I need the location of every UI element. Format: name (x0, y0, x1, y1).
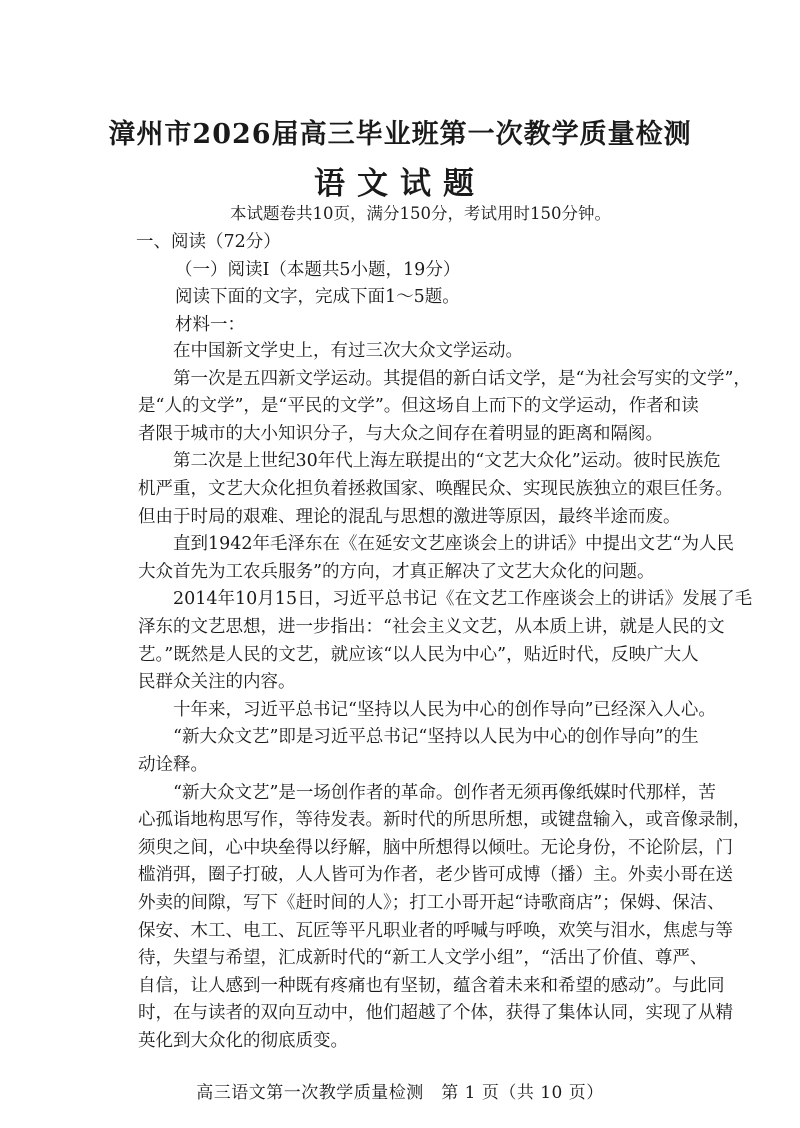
passage-line: 外卖的间隙，写下《赶时间的人》；打工小哥开起“诗歌商店”；保姆、保洁、 (138, 893, 725, 913)
passage-line: 直到1942年毛泽东在《在延安文艺座谈会上的讲话》中提出文艺“为人民 (138, 534, 734, 555)
passage-line: “新大众文艺”即是习近平总书记“坚持以人民为中心的创作导向”的生 (138, 727, 699, 748)
passage-line: 时，在与读者的双向互动中，他们超越了个体，获得了集体认同，实现了从精 (138, 1003, 733, 1024)
passage-line: “新大众文艺”是一场创作者的革命。创作者无须再像纸媒时代那样，苦 (138, 782, 716, 803)
passage-line: 泽东的文艺思想，进一步指出：“社会主义文艺，从本质上讲，就是人民的文 (138, 617, 725, 637)
passage-line: 动诠释。 (138, 755, 208, 775)
passage-line: 槛消弭，圈子打破，人人皆可为作者，老少皆可成博（播）主。外卖小哥在送 (138, 865, 733, 886)
passage-line: 自信，让人感到一种既有疼痛也有坚韧，蕴含着未来和希望的感动”。与此同 (138, 975, 725, 996)
passage-line: 但由于时局的艰难、理论的混乱与思想的激进等原因，最终半途而废。 (138, 506, 681, 527)
exam-title: 漳州市2026届高三毕业班第一次教学质量检测 (108, 119, 692, 150)
passage-line: 英化到大众化的彻底质变。 (138, 1031, 348, 1051)
passage-line: 十年来，习近平总书记“坚持以人民为中心的创作导向”已经深入人心。 (138, 699, 716, 720)
passage-line: 大众首先为工农兵服务”的方向，才真正解决了文艺大众化的问题。 (138, 561, 655, 582)
passage-line: 第二次是上世纪30年代上海左联提出的“文艺大众化”运动。彼时民族危 (138, 451, 721, 472)
passage-line: 机严重，文艺大众化担负着拯救国家、唤醒民众、实现民族独立的艰巨任务。 (138, 479, 733, 499)
passage-line: 第一次是五四新文学运动。其提倡的新白话文学，是“为社会写实的文学”， (138, 368, 751, 389)
page-footer: 高三语文第一次教学质量检测 第 1 页（共 10 页） (196, 1083, 604, 1103)
subject-title: 语文试题 (314, 166, 486, 202)
passage-line: 在中国新文学史上，有过三次大众文学运动。 (138, 341, 523, 361)
subsection-heading: （一）阅读Ⅰ（本题共5小题，19分） (175, 260, 461, 280)
passage-line: 者限于城市的大小知识分子，与大众之间存在着明显的距离和隔阂。 (138, 423, 663, 444)
exam-instructions: 本试题卷共10页，满分150分，考试用时150分钟。 (230, 204, 611, 223)
passage-line: 是“人的文学”，是“平民的文学”。但这场自上而下的文学运动，作者和读 (138, 396, 699, 417)
passage-line: 保安、木工、电工、瓦匠等平凡职业者的呼喊与呼唤，欢笑与泪水，焦虑与等 (138, 920, 733, 941)
passage-line: 待，失望与希望，汇成新时代的“新工人文学小组”，“活出了价值、尊严、 (138, 948, 708, 969)
task-instruction: 阅读下面的文字，完成下面1～5题。 (175, 287, 460, 307)
passage-line: 须臾之间，心中块垒得以纾解，脑中所想得以倾吐。无论身份，不论阶层，门 (138, 837, 733, 858)
passage-line: 2014年10月15日，习近平总书记《在文艺工作座谈会上的讲话》发展了毛 (138, 589, 753, 610)
passage-line: 民群众关注的内容。 (138, 672, 296, 693)
passage-line: 艺。”既然是人民的文艺，就应该“以人民为中心”，贴近时代，反映广大人 (138, 644, 699, 665)
section-heading: 一、阅读（72分） (136, 232, 281, 252)
passage-line: 心孤诣地构思写作，等待发表。新时代的所思所想，或键盘输入，或音像录制， (138, 810, 751, 831)
material-label: 材料一： (175, 315, 245, 335)
